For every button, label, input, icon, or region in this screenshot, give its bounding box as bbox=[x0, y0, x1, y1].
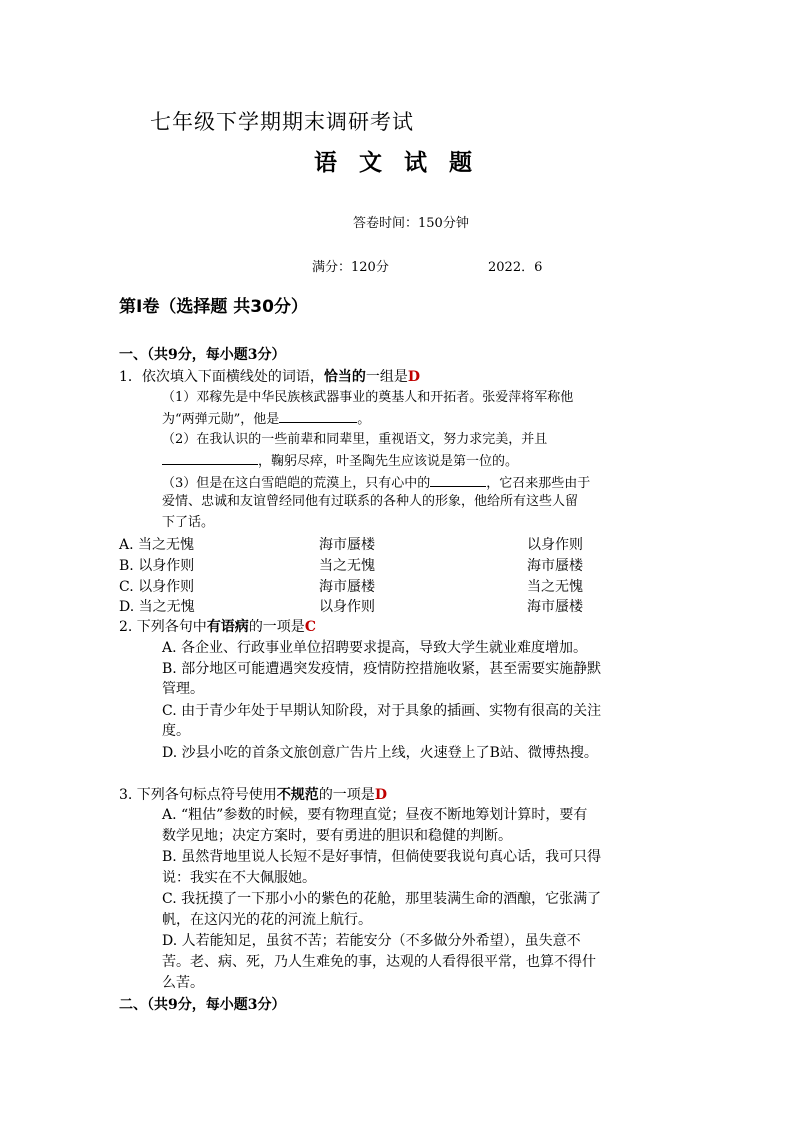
q1-blank-3 bbox=[430, 472, 486, 487]
q3-stem-pre: 3. 下列各句标点符号使用 bbox=[119, 787, 277, 803]
q1-stem-pre: 1．依次填入下面横线处的词语， bbox=[119, 369, 324, 385]
q1-s1-line2 bbox=[162, 408, 370, 430]
part1-title: 第Ⅰ卷（选择题 共30分） bbox=[119, 297, 308, 317]
q1-option-b: B. 以身作则 bbox=[119, 558, 195, 574]
q1-s2-line2-text: ，鞠躬尽瘁，叶圣陶先生应该说是第一位的。 bbox=[258, 454, 519, 469]
q1-s3-line1b: ，它召来那些由于 bbox=[486, 476, 591, 491]
q2-stem-post: 的一项是 bbox=[248, 619, 305, 635]
q2-stem-bold: 有语病 bbox=[206, 619, 249, 635]
q1-option-a-3: 以身作则 bbox=[527, 537, 583, 553]
q1-option-b-2: 当之无愧 bbox=[319, 558, 375, 574]
q1-option-d: D. 当之无愧 bbox=[119, 599, 195, 615]
q3-option-c-line1: C. 我抚摸了一下那小小的紫色的花舱，那里装满生命的酒酿，它张满了 bbox=[162, 891, 602, 907]
q3-option-d-line3: 么苦。 bbox=[162, 975, 204, 991]
q2-option-a: A. 各企业、行政事业单位招聘要求提高，导致大学生就业难度增加。 bbox=[162, 640, 588, 656]
q3-stem bbox=[119, 785, 387, 805]
q2-option-c-line1: C. 由于青少年处于早期认知阶段，对于具象的插画、实物有很高的关注 bbox=[162, 703, 602, 719]
q3-option-d-line2: 苦。老、病、死，乃人生难免的事，达观的人看得很平常，也算不得什 bbox=[162, 954, 596, 970]
q1-s3-line1a: （3）但是在这白雪皑皑的荒漠上，只有心中的 bbox=[162, 476, 431, 491]
q1-answer: D bbox=[407, 369, 421, 385]
q1-option-c: C. 以身作则 bbox=[119, 579, 195, 595]
q1-stem-post: 一组是 bbox=[365, 369, 408, 385]
q3-stem-bold: 不规范 bbox=[276, 787, 319, 803]
q1-s1-line2a: 为“两弹元勋”，他是 bbox=[162, 412, 280, 427]
q2-stem bbox=[119, 617, 316, 637]
q1-option-b-3: 海市蜃楼 bbox=[527, 558, 583, 574]
subject-title: 语 文 试 题 bbox=[314, 149, 480, 176]
q1-option-d-3: 海市蜃楼 bbox=[527, 599, 583, 615]
exam-date: 2022．6 bbox=[488, 260, 543, 275]
q3-answer: D bbox=[374, 787, 387, 803]
q1-s3-line1 bbox=[162, 472, 590, 494]
q3-option-b-line1: B. 虽然背地里说人长短不是好事情，但倘使要我说句真心话，我可只得 bbox=[162, 849, 602, 865]
q2-option-b-line2: 管理。 bbox=[162, 681, 204, 697]
section2-title: 二、（共9分，每小题3分） bbox=[119, 997, 286, 1013]
q2-option-c-line2: 度。 bbox=[162, 723, 190, 739]
q1-option-d-2: 以身作则 bbox=[319, 599, 375, 615]
q1-s2-line1: （2）在我认识的一些前辈和同辈里，重视语文，努力求完美，并且 bbox=[162, 432, 548, 447]
q2-option-d: D. 沙县小吃的首条文旅创意广告片上线，火速登上了B站、微博热搜。 bbox=[162, 745, 598, 761]
q1-option-a-2: 海市蜃楼 bbox=[319, 537, 375, 553]
q1-stem bbox=[119, 367, 420, 387]
q1-option-c-3: 当之无愧 bbox=[527, 579, 583, 595]
q3-option-c-line2: 帆，在这闪光的花的河流上航行。 bbox=[162, 912, 372, 928]
q1-s1-line1: （1）邓稼先是中华民族核武器事业的奠基人和开拓者。张爱萍将军称他 bbox=[162, 390, 574, 405]
q1-stem-bold: 恰当的 bbox=[323, 369, 366, 385]
q1-s2-line2 bbox=[162, 450, 518, 472]
full-score: 满分：120分 bbox=[312, 260, 389, 275]
q1-s3-line2: 爱情、忠诚和友谊曾经同他有过联系的各种人的形象，他给所有这些人留 bbox=[162, 494, 579, 509]
q1-option-a: A. 当之无愧 bbox=[119, 537, 195, 553]
exam-duration: 答卷时间：150分钟 bbox=[353, 216, 469, 231]
q2-option-b-line1: B. 部分地区可能遭遇突发疫情，疫情防控措施收紧，甚至需要实施静默 bbox=[162, 661, 602, 677]
q3-stem-post: 的一项是 bbox=[318, 787, 375, 803]
q1-option-c-2: 海市蜃楼 bbox=[319, 579, 375, 595]
q1-blank-1 bbox=[279, 408, 357, 423]
q3-option-b-line2: 说：我实在不大佩服她。 bbox=[162, 870, 316, 886]
exam-title: 七年级下学期期末调研考试 bbox=[150, 110, 414, 134]
q2-answer: C bbox=[304, 619, 316, 635]
q3-option-a-line1: A. “粗估”参数的时候，要有物理直觉；昼夜不断地筹划计算时，要有 bbox=[162, 807, 588, 823]
q1-blank-2 bbox=[162, 450, 258, 465]
q3-option-a-line2: 数学见地；决定方案时，要有勇进的胆识和稳健的判断。 bbox=[162, 828, 512, 844]
q2-stem-pre: 2. 下列各句中 bbox=[119, 619, 207, 635]
q3-option-d-line1: D. 人若能知足，虽贫不苦；若能安分（不多做分外希望），虽失意不 bbox=[162, 933, 581, 949]
q1-s3-line3: 下了话。 bbox=[162, 515, 215, 530]
q1-s1-line2b: 。 bbox=[357, 412, 371, 427]
section1-title: 一、（共9分，每小题3分） bbox=[119, 347, 286, 363]
